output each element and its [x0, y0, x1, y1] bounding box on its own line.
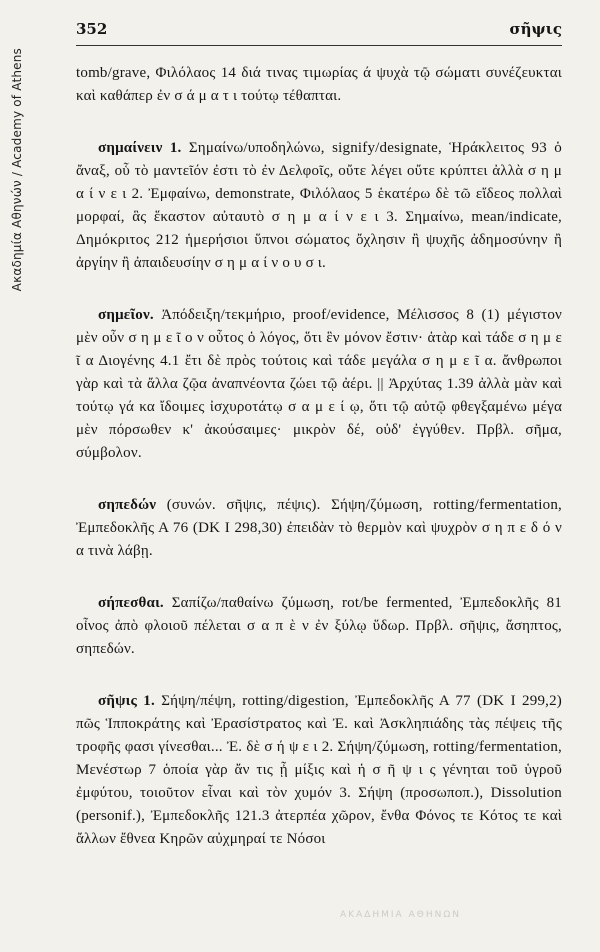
page-number: 352	[76, 20, 108, 38]
entry-text: (συνών. σῆψις, πέψις). Σήψη/ζύμωση, rotting/fermentation, Ἐμπεδοκλῆς Α 76 (DK I 298,30) ἐπειδὰν τὸ θερμὸν καὶ ψυχρὸν σ η π ε δ ό ν α τινὰ λάβῃ.	[76, 497, 562, 559]
entry-text: Ἀπόδειξη/τεκμήριο, proof/evidence, Μέλισσος 8 (1) μέγιστον μὲν οὖν σ η μ ε ῖ ο ν οὗτος ὁ λόγος, ὅτι ἓν μόνον ἔστιν· ἀτὰρ καὶ τάδε σ η μ ε ῖ α Διογένης 4.1 ἔτι δὲ πρὸς τούτοις καὶ τάδε μεγάλα σ η μ ε ῖ α. ἄνθρωποι γὰρ καὶ τὰ ἄλλα ζῷα ἀναπνέοντα ζώει τῷ ἀέρι. || Ἀρχύτας 1.39 ἀλλὰ μὰν καὶ τούτῳ γά κα ἴδοιμες ἰσχυροτάτῳ σ α μ ε ί ῳ, ὅτι τῷ αὐτῷ φθεγξαμένω μέγα μὲν πόρσωθεν κ' ἀκούσαιμες· μικρὸν δέ, οὐδ' ἐγγύθεν. Πρβλ. σῆμα, σύμβολον.	[76, 307, 563, 461]
entry-text: tomb/grave, Φιλόλαος 14 διά τινας τιμωρίας ά ψυχὰ τῷ σώματι συνέζευκται καὶ καθάπερ ἐν σ ά μ α τ ι τούτῳ τέθαπται.	[76, 65, 562, 104]
entry-headword: σήπεσθαι.	[98, 595, 164, 611]
entry-semainein	[76, 137, 562, 275]
entry-headword: σημεῖον.	[98, 307, 154, 323]
academy-watermark: ΑΚΑΔΗΜΙΑ ΑΘΗΝΩΝ	[340, 910, 461, 920]
header-rule	[76, 45, 562, 46]
entry-sepsis	[76, 690, 562, 851]
entry-sepedon	[76, 494, 562, 563]
entry-headword: σημαίνειν 1.	[98, 140, 182, 156]
dictionary-body	[76, 62, 562, 880]
entry-headword: σηπεδών	[98, 497, 157, 513]
entry-text: Σαπίζω/παθαίνω ζύμωση, rot/be fermented, Ἐμπεδοκλῆς 81 οἶνος ἀπὸ φλοιοῦ πέλεται σ α π ὲ ν ἐν ξύλῳ ὕδωρ. Πρβλ. σῆψις, ἄσηπτος, σηπεδών.	[76, 595, 562, 657]
entry-headword: σῆψις 1.	[98, 693, 155, 709]
entry-text: Σημαίνω/υποδηλώνω, signify/designate, Ἡράκλειτος 93 ὁ ἄναξ, οὗ τὸ μαντεῖόν ἐστι τὸ ἐν Δελφοῖς, οὔτε λέγει οὔτε κρύπτει ἀλλὰ σ η μ α ί ν ε ι 2. Ἐμφαίνω, demonstrate, Φιλόλαος 5 ἑκατέρω δὲ τῶ εἴδεος πολλαὶ μορφαί, ἃς ἕκαστον αὐταυτὸ σ η μ α ί ν ε ι 3. Σημαίνω, mean/indicate, Δημόκριτος 212 ἡμερήσιοι ὕπνοι σώματος ὄχλησιν ἢ ψυχῆς ἀδημοσύνην ἢ ἀργίην ἢ ἀπαιδευσίην σ η μ α ί ν ο υ σ ι.	[76, 140, 563, 271]
entry-continued	[76, 62, 562, 108]
page-header	[76, 20, 562, 42]
entry-sepesthai	[76, 592, 562, 661]
archive-watermark: Ακαδημία Αθηνών / Academy of Athens	[10, 48, 24, 292]
entry-semeion	[76, 304, 562, 465]
entry-text: Σήψη/πέψη, rotting/digestion, Ἐμπεδοκλῆς Α 77 (DK I 299,2) πῶς Ἱπποκράτης καὶ Ἐρασίστρατος καὶ Ἐ. καὶ Ἀσκληπιάδης τὰς πέψεις τῆς τροφῆς φασι γίνεσθαι... Ἐ. δὲ σ ή ψ ε ι 2. Σήψη/ζύμωση, rotting/fermentation, Μενέστωρ 7 ὁποία γὰρ ἄν τις ᾖ μίξις καὶ ἡ σ ῆ ψ ι ς γένηται τοῦ ὑγροῦ ἐμφύτου, τοιοῦτον εἶναι καὶ τὸν χυμόν 3. Σήψη (προσωποπ.), Dissolution (personif.), Ἐμπεδοκλῆς 121.3 ἀτερπέα χῶρον, ἔνθα Φόνος τε Κότος τε καὶ ἄλλων ἔθνεα Κηρῶν αὐχμηραί τε Νόσοι	[76, 693, 562, 847]
running-head: σῆψις	[509, 20, 562, 38]
